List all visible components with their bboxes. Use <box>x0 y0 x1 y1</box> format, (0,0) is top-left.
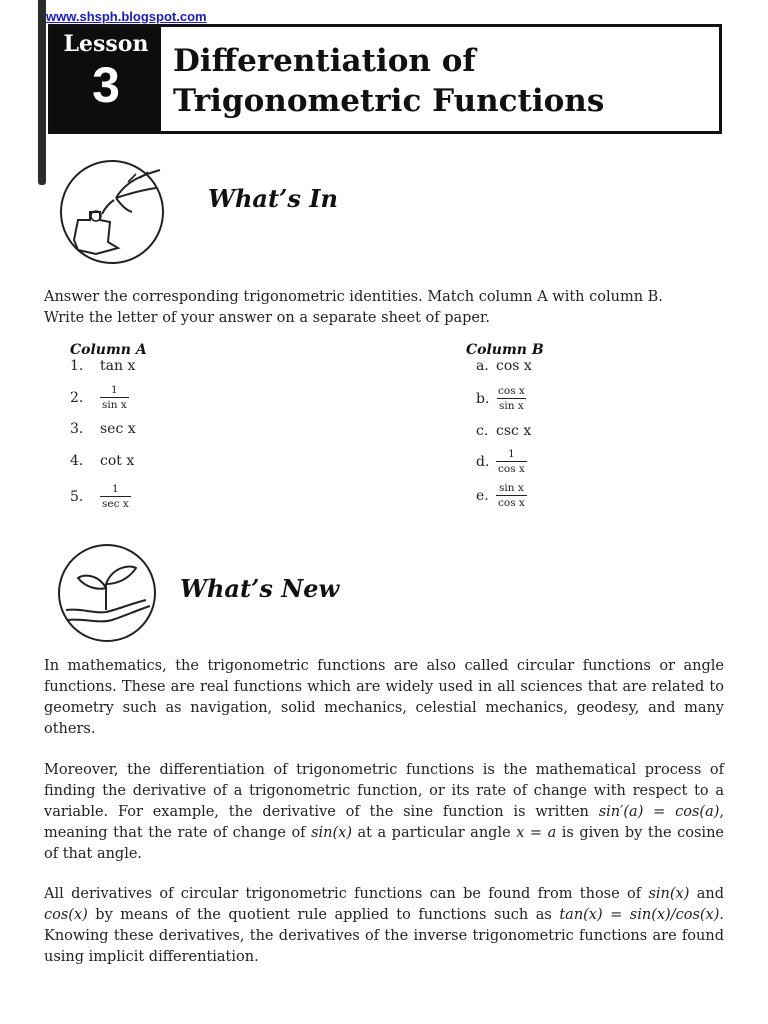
instructions-line-1: Answer the corresponding trigonometric identities. Match column A with column B. <box>44 289 663 305</box>
formula: sin′(a) = cos(a) <box>598 804 720 820</box>
fraction: $\frac{\text{sin x}}{\text{cos x}}$ <box>498 482 525 509</box>
column-b-item: d. $\frac{1}{\text{cos x}}$ <box>476 448 525 475</box>
column-a-header: Column A <box>70 342 147 358</box>
column-b-item: b. $\frac{\text{cos x}}{\text{sin x}}$ <box>476 385 525 412</box>
column-b-item: a. cos x <box>476 358 532 374</box>
fraction: $\frac{1}{\text{cos x}}$ <box>498 448 525 475</box>
lesson-label: Lesson <box>63 31 149 57</box>
column-a-item: 5. $\frac{1}{\text{sec x}}$ <box>70 483 129 510</box>
column-b-header: Column B <box>466 342 544 358</box>
paragraph-1: In mathematics, the trigonometric functions are also called circular functions or angle functions. These are real functions which are widely used in all sciences that are related to geometry such as navigation, solid mechanics, celestial mechanics, geodesy, and many others. <box>44 658 724 737</box>
column-a-item: 4. cot x <box>70 453 135 469</box>
column-a-item: 1. tan x <box>70 358 136 374</box>
instructions-line-2: Write the letter of your answer on a separate sheet of paper. <box>44 310 490 326</box>
expr: cos x <box>496 358 532 374</box>
column-a-item: 3. sec x <box>70 421 136 437</box>
instructions <box>44 287 724 329</box>
column-a-item: 2. $\frac{1}{\text{sin x}}$ <box>70 384 127 411</box>
fraction: $\frac{1}{\text{sin x}}$ <box>102 384 127 411</box>
scrollbar-strip[interactable] <box>38 0 46 185</box>
title-line-1: Differentiation of <box>173 43 476 79</box>
formula: sin(x) <box>648 886 690 902</box>
column-b-item: e. $\frac{\text{sin x}}{\text{cos x}}$ <box>476 482 525 509</box>
expr: csc x <box>496 423 532 439</box>
fraction: $\frac{1}{\text{sec x}}$ <box>102 483 129 510</box>
column-b-item: c. csc x <box>476 423 532 439</box>
expr: sec x <box>100 421 136 437</box>
formula: sin(x) <box>311 825 352 841</box>
expr: cot x <box>100 453 135 469</box>
formula: cos(x) <box>44 907 88 923</box>
site-link[interactable]: www.shsph.blogspot.com <box>46 9 207 24</box>
seedling-hand-icon <box>54 540 160 646</box>
page-title <box>173 41 604 121</box>
whats-in-title: What’s In <box>208 184 338 213</box>
puzzle-hand-icon <box>56 150 174 268</box>
lesson-badge <box>51 27 161 131</box>
formula: tan(x) = sin(x)/cos(x) <box>559 907 720 923</box>
fraction: $\frac{\text{cos x}}{\text{sin x}}$ <box>498 385 525 412</box>
formula: x = a <box>516 825 557 841</box>
lesson-header <box>48 24 722 134</box>
title-line-2: Trigonometric Functions <box>173 83 605 119</box>
expr: tan x <box>100 358 136 374</box>
paragraph-3: All derivatives of circular trigonometric functions can be found from those of sin(x) and cos(x) by means of the quotient rule applied to functions such as tan(x) = sin(x)/cos(x). Knowing these derivatives, the derivatives of the inverse trigonometric functions are found using implicit differentiation. <box>44 886 724 965</box>
paragraph-2: Moreover, the differentiation of trigonometric functions is the mathematical process of finding the derivative of a trigonometric function, or its rate of change with respect to a variable. For example, the derivative of the sine function is written sin′(a) = cos(a), meaning that the rate of change of sin(x) at a particular angle x = a is given by the cosine of that angle. <box>44 762 724 862</box>
whats-new-title: What’s New <box>180 574 340 603</box>
lesson-number: 3 <box>92 57 120 113</box>
